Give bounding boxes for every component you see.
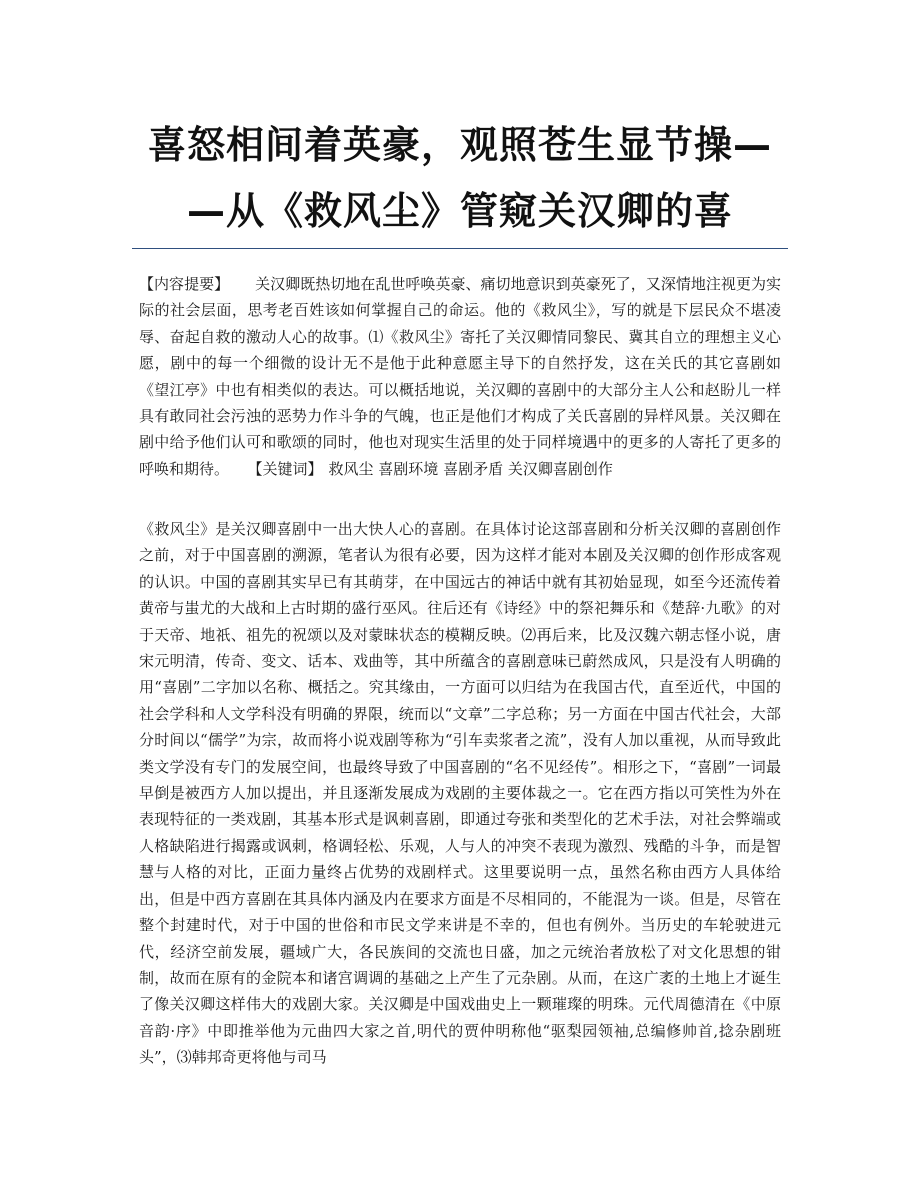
keywords-text: 救风尘 喜剧环境 喜剧矛盾 关汉卿喜剧创作 [328, 459, 613, 478]
abstract-paragraph [139, 271, 781, 482]
title-line-1: 喜怒相间着英豪，观照苍生显节操— [147, 123, 772, 167]
body-paragraph: 《救风尘》是关汉卿喜剧中一出大快人心的喜剧。在具体讨论这部喜剧和分析关汉卿的喜剧创作之前，对于中国喜剧的溯源，笔者认为很有必要，因为这样才能对本剧及关汉卿的创作形成客观的认识。中国的喜剧其实早已有其萌芽，在中国远古的神话中就有其初始显现，如至今还流传着黄帝与蚩尤的大战和上古时期的盛行巫风。往后还有《诗经》中的祭祀舞乐和《楚辞·九歌》的对于天帝、地祇、祖先的祝颂以及对蒙昧状态的模糊反映。⑵再后来，比及汉魏六朝志怪小说，唐宋元明清，传奇、变文、话本、戏曲等，其中所蕴含的喜剧意味已蔚然成风，只是没有人明确的用“喜剧”二字加以名称、概括之。究其缘由，一方面可以归结为在我国古代，直至近代，中国的社会学科和人文学科没有明确的界限，统而以“文章”二字总称；另一方面在中国古代社会，大部分时间以“儒学”为宗，故而将小说戏剧等称为“引车卖浆者之流”，没有人加以重视，从而导致此类文学没有专门的发展空间，也最终导致了中国喜剧的“名不见经传”。相形之下，“喜剧”一词最早倒是被西方人加以提出，并且逐渐发展成为戏剧的主要体裁之一。它在西方指以可笑性为外在表现特征的一类戏剧，其基本形式是讽刺喜剧，即通过夸张和类型化的艺术手法，对社会弊端或人格缺陷进行揭露或讽刺，格调轻松、乐观，人与人的冲突不表现为激烈、残酷的斗争，而是智慧与人格的对比，正面力量终占优势的戏剧样式。这里要说明一点，虽然名称由西方人具体给出，但是中西方喜剧在其具体内涵及内在要求方面是不尽相同的，不能混为一谈。但是，尽管在整个封建时代，对于中国的世俗和市民文学来讲是不幸的，但也有例外。当历史的车轮驶进元代，经济空前发展，疆域广大，各民族间的交流也日盛，加之元统治者放松了对文化思想的钳制，故而在原有的金院本和诸宫调调的基础之上产生了元杂剧。从而，在这广袤的土地上才诞生了像关汉卿这样伟大的戏剧大家。关汉卿是中国戏曲史上一颗璀璨的明珠。元代周德清在《中原音韵·序》中即推举他为元曲四大家之首,明代的贾仲明称他“驱梨园领袖,总编修帅首,捻杂剧班头”，⑶韩邦奇更将他与司马 [139, 520, 781, 1067]
abstract-label: 【内容提要】 [139, 275, 230, 293]
title-line-2: —从《救风尘》管窥关汉卿的喜 [186, 189, 733, 233]
abstract-text: 关汉卿既热切地在乱世呼唤英豪、痛切地意识到英豪死了，又深情地注视更为实际的社会层面，思考老百姓该如何掌握自己的命运。他的《救风尘》，写的就是下层民众不堪凌辱、奋起自救的激动人心的故事。⑴《救风尘》寄托了关汉卿情同黎民、冀其自立的理想主义心愿，剧中的每一个细微的设计无不是他于此种意愿主导下的自然抒发，这在关氏的其它喜剧如《望江亭》中也有相类似的表达。可以概括地说，关汉卿的喜剧中的大部分主人公和赵盼儿一样具有敢同社会污浊的恶势力作斗争的气魄，也正是他们才构成了关氏喜剧的异样风景。关汉卿在剧中给予他们认可和歌颂的同时，他也对现实生活里的处于同样境遇中的更多的人寄托了更多的呼唤和期待。 [139, 275, 781, 478]
keywords-label: 【关键词】 [255, 459, 323, 478]
title-divider [132, 248, 788, 249]
document-title [132, 112, 788, 244]
